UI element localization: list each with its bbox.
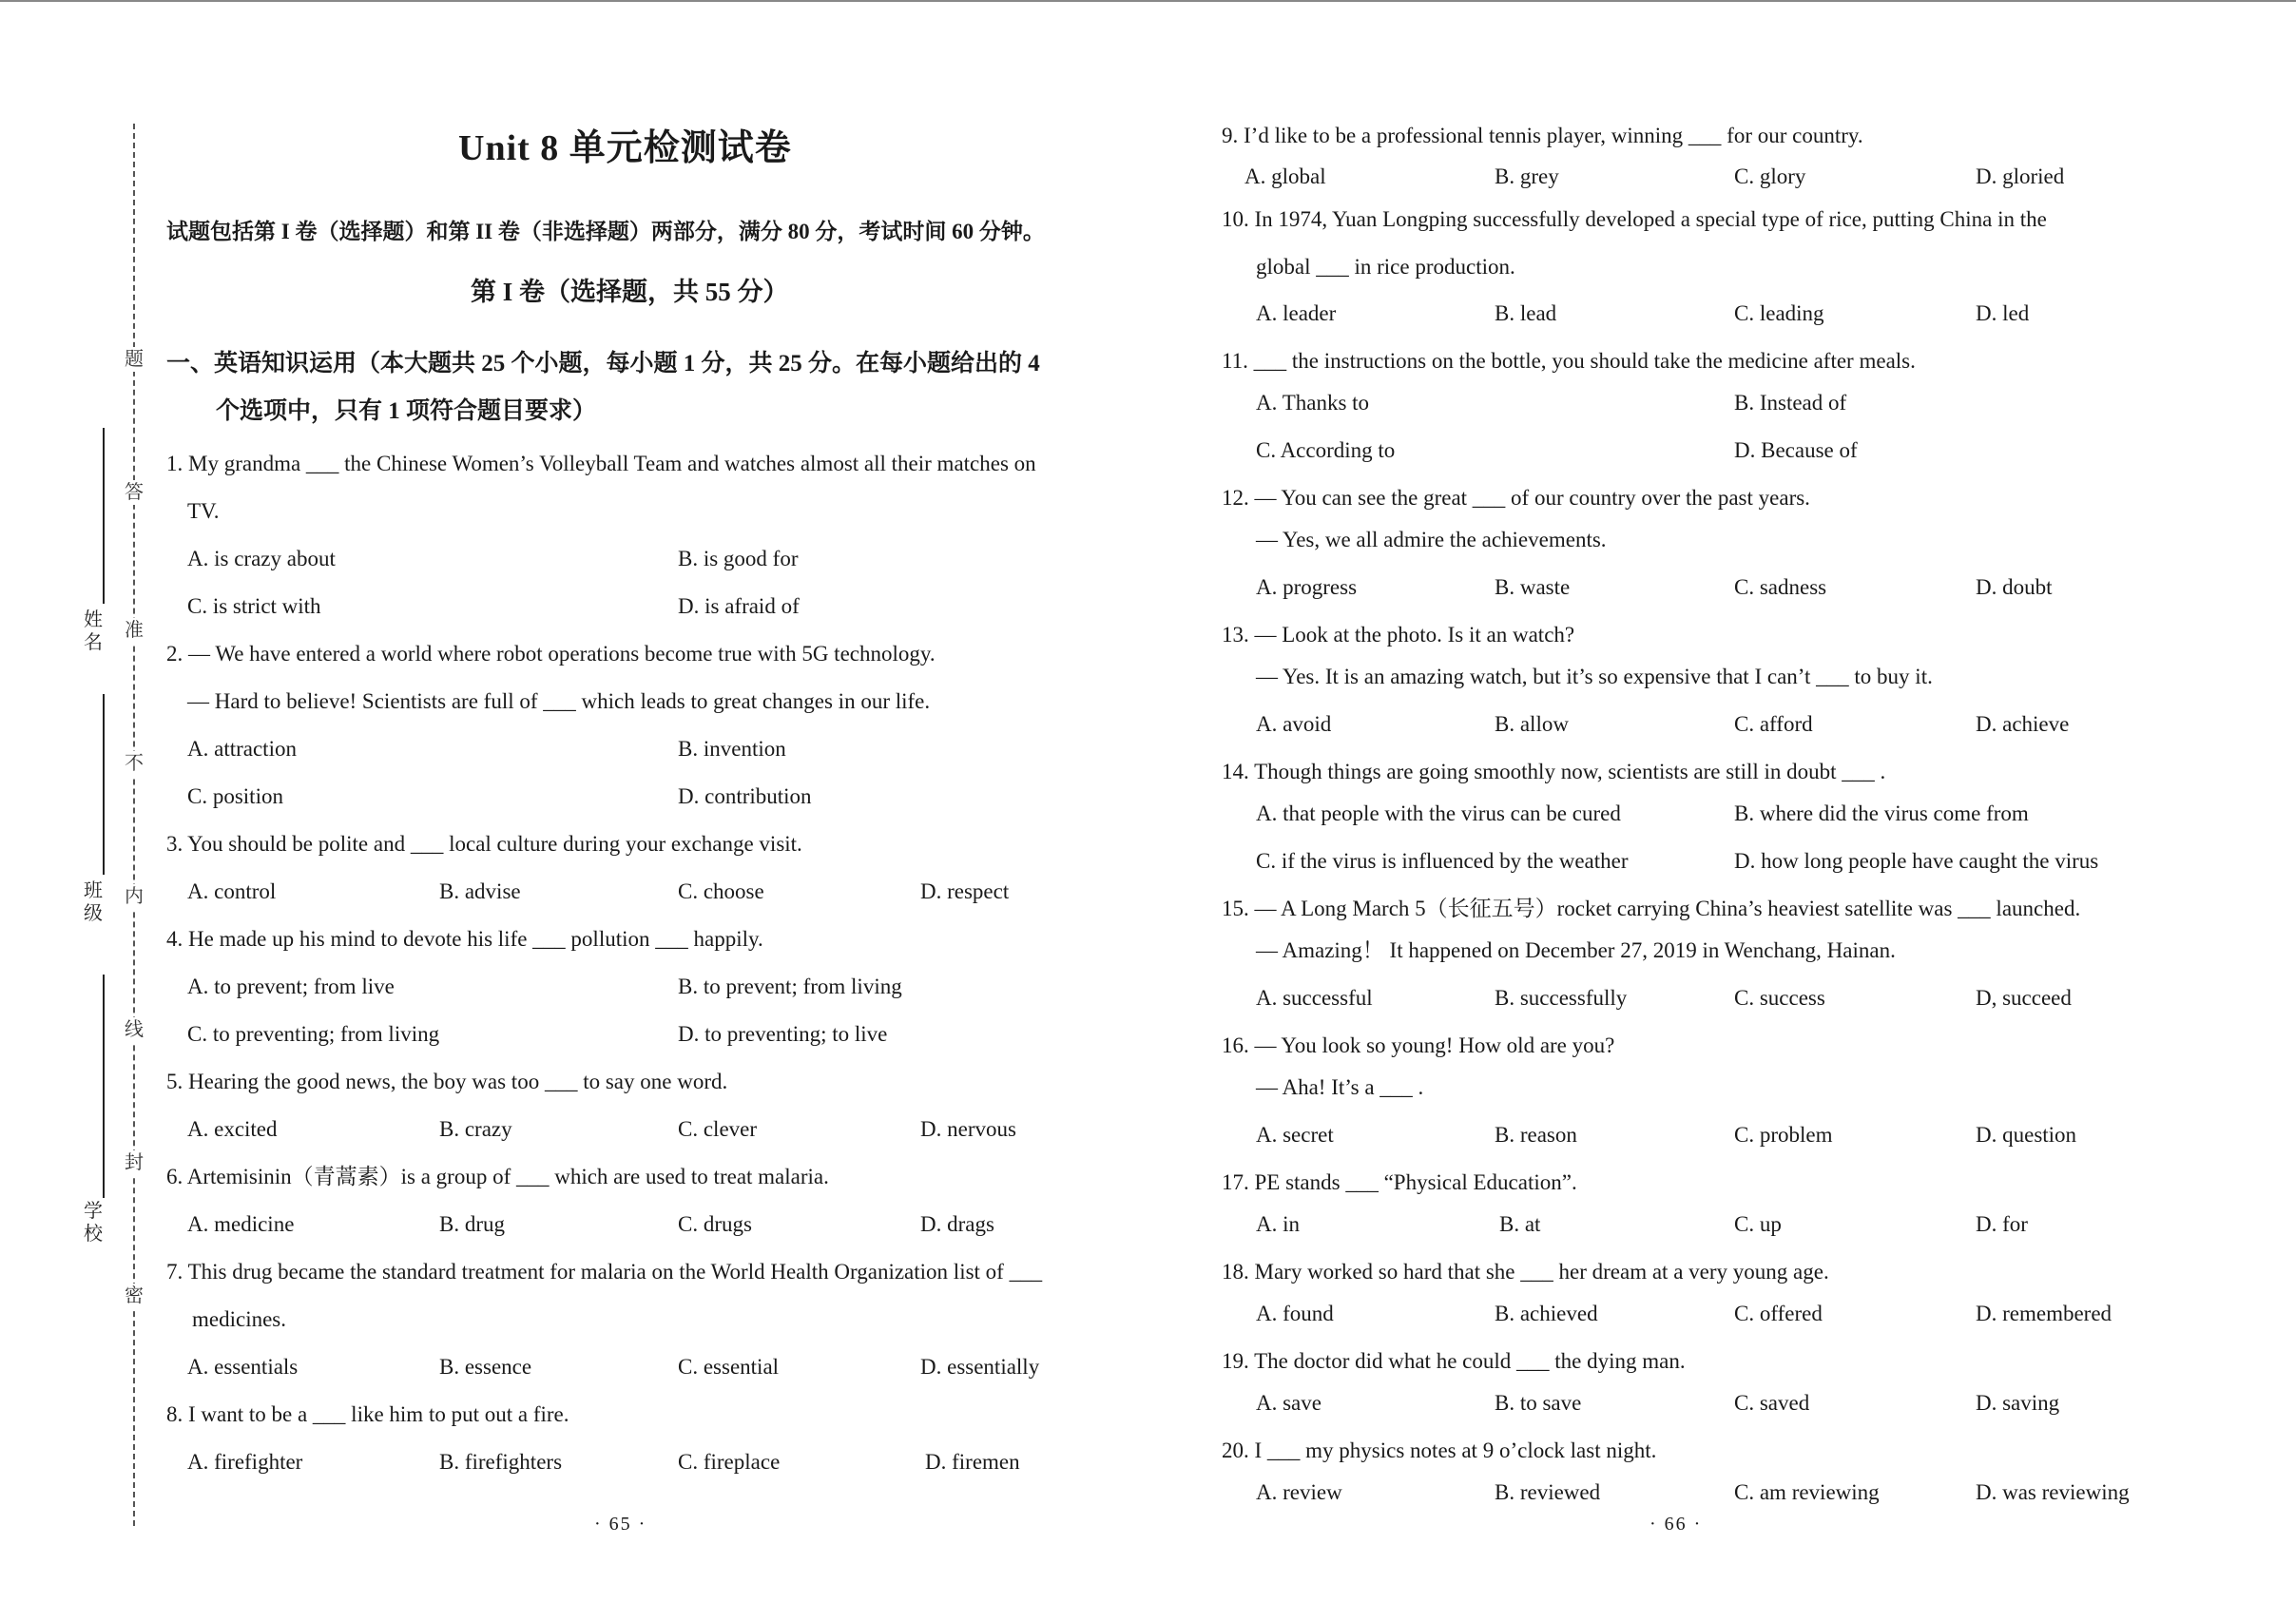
option-c[interactable]: C. position — [187, 784, 283, 808]
question-text: 2. — We have entered a world where robot operations become true with 5G technology. — [166, 642, 936, 666]
option-b[interactable]: B. reviewed — [1495, 1480, 1601, 1504]
question-text: 12. — You can see the great ___ of our country over the past years. — [1222, 486, 1810, 510]
question-stem: 4. He made up his mind to devote his life ___ pollution ___ happily. — [166, 927, 763, 951]
question-stem: 8. I want to be a ___ like him to put out a fire. — [166, 1402, 569, 1426]
question-text: 7. This drug became the standard treatment for malaria on the World Health Organization list of ___ — [166, 1260, 1043, 1284]
option-c[interactable]: C. up — [1734, 1212, 1782, 1236]
option-d[interactable]: D, succeed — [1976, 986, 2072, 1010]
question-stem — [1222, 1027, 1614, 1107]
option-d[interactable]: D. how long people have caught the virus — [1734, 849, 2099, 873]
option-c[interactable]: C. sadness — [1734, 575, 1827, 599]
question-stem — [1222, 616, 1933, 696]
option-a[interactable]: A. firefighter — [187, 1450, 303, 1474]
question-text-cont: — Aha! It’s a ___ . — [1256, 1075, 1424, 1099]
section-title — [166, 340, 1098, 435]
school-field-rule — [103, 975, 105, 1198]
question-text: 16. — You look so young! How old are you? — [1222, 1033, 1615, 1057]
option-b[interactable]: B. advise — [439, 879, 521, 903]
option-c[interactable]: C. According to — [1256, 438, 1396, 462]
option-b[interactable]: B. invention — [678, 737, 786, 761]
option-a[interactable]: A. control — [187, 879, 277, 903]
class-field-rule — [103, 694, 105, 875]
top-border — [0, 0, 2296, 2]
question-stem: 17. PE stands ___ “Physical Education”. — [1222, 1170, 1577, 1194]
option-a[interactable]: A. Thanks to — [1256, 391, 1370, 415]
page-number: · 65 · — [594, 1514, 647, 1535]
option-b[interactable]: B. successfully — [1495, 986, 1628, 1010]
option-c[interactable]: C. success — [1734, 986, 1825, 1010]
option-a[interactable]: A. secret — [1256, 1123, 1334, 1147]
page-number: · 66 · — [1650, 1514, 1703, 1535]
question-text-cont: global ___ in rice production. — [1256, 255, 1515, 279]
option-d[interactable]: D. to preventing; to live — [678, 1022, 888, 1046]
question-stem — [1222, 890, 2080, 970]
option-b[interactable]: B. to save — [1495, 1391, 1582, 1415]
question-stem: 19. The doctor did what he could ___ the dying man. — [1222, 1349, 1686, 1373]
question-stem: 9. I’d like to be a professional tennis player, winning ___ for our country. — [1222, 124, 1863, 147]
option-b[interactable]: B. drug — [439, 1212, 505, 1236]
option-a[interactable]: A. global — [1244, 164, 1326, 188]
option-c[interactable]: C. leading — [1734, 301, 1824, 325]
option-d[interactable]: D. saving — [1976, 1391, 2060, 1415]
question-stem: 20. I ___ my physics notes at 9 o’clock last night. — [1222, 1439, 1657, 1462]
option-c[interactable]: C. to preventing; from living — [187, 1022, 440, 1046]
class-field-label: 班级 — [84, 880, 103, 924]
option-a[interactable]: A. excited — [187, 1117, 278, 1141]
option-b[interactable]: B. crazy — [439, 1117, 512, 1141]
option-a[interactable]: A. medicine — [187, 1212, 295, 1236]
option-a[interactable]: A. is crazy about — [187, 547, 336, 570]
question-stem: 14. Though things are going smoothly now, scientists are still in doubt ___ . — [1222, 760, 1886, 783]
option-a[interactable]: A. attraction — [187, 737, 297, 761]
question-text-cont: — Amazing！ It happened on December 27, 2019 in Wenchang, Hainan. — [1256, 938, 1896, 962]
section-title-line1: 一、英语知识运用（本大题共 25 个小题，每小题 1 分，共 25 分。在每小题给出的 4 — [166, 351, 1040, 377]
option-d[interactable]: D. remembered — [1976, 1302, 2113, 1325]
option-a[interactable]: A. found — [1256, 1302, 1334, 1325]
section-title-line2: 个选项中，只有 1 项符合题目要求） — [216, 398, 597, 424]
question-stem: 5. Hearing the good news, the boy was too ___ to say one word. — [166, 1070, 728, 1093]
question-text-cont: — Hard to believe! Scientists are full of ___ which leads to great changes in our life. — [187, 689, 931, 713]
question-stem — [166, 445, 1036, 531]
option-c[interactable]: C. fireplace — [678, 1450, 781, 1474]
option-d[interactable]: D. was reviewing — [1976, 1480, 2130, 1504]
question-text-cont: — Yes, we all admire the achievements. — [1256, 528, 1607, 551]
name-field-label: 姓名 — [84, 609, 103, 653]
option-d[interactable]: D. respect — [920, 879, 1010, 903]
option-a[interactable]: A. avoid — [1256, 712, 1332, 736]
question-text-cont: — Yes. It is an amazing watch, but it’s so expensive that I can’t ___ to buy it. — [1256, 665, 1933, 688]
option-b[interactable]: B. is good for — [678, 547, 799, 570]
option-b[interactable]: B. grey — [1495, 164, 1559, 188]
option-d[interactable]: D. led — [1976, 301, 2030, 325]
school-field-label: 学校 — [84, 1201, 103, 1245]
option-c[interactable]: C. glory — [1734, 164, 1806, 188]
question-stem — [166, 635, 936, 721]
part-title: 第 I 卷（选择题，共 55 分） — [471, 278, 789, 306]
option-c[interactable]: C. is strict with — [187, 594, 321, 618]
option-b[interactable]: B. where did the virus come from — [1734, 801, 2029, 825]
option-c[interactable]: C. saved — [1734, 1391, 1810, 1415]
question-text: 1. My grandma ___ the Chinese Women’s Volleyball Team and watches almost all their matches on — [166, 452, 1036, 475]
option-a[interactable]: A. review — [1256, 1480, 1342, 1504]
option-c[interactable]: C. clever — [678, 1117, 758, 1141]
option-d[interactable]: D. for — [1976, 1212, 2028, 1236]
question-stem: 6. Artemisinin（青蒿素）is a group of ___ which are used to treat malaria. — [166, 1165, 829, 1188]
option-d[interactable]: D. contribution — [678, 784, 812, 808]
seal-char: 封 — [122, 1150, 146, 1175]
option-a[interactable]: A. to prevent; from live — [187, 975, 395, 998]
option-c[interactable]: C. if the virus is influenced by the weather — [1256, 849, 1629, 873]
question-text: 10. In 1974, Yuan Longping successfully developed a special type of rice, putting China in the — [1222, 207, 2047, 231]
name-field-rule — [103, 428, 105, 604]
option-b[interactable]: B. waste — [1495, 575, 1571, 599]
option-b[interactable]: B. achieved — [1495, 1302, 1598, 1325]
question-text: 13. — Look at the photo. Is it an watch? — [1222, 623, 1575, 647]
option-c[interactable]: C. afford — [1734, 712, 1813, 736]
option-d[interactable]: D. question — [1976, 1123, 2077, 1147]
seal-char: 内 — [122, 884, 146, 909]
seal-char: 题 — [122, 347, 146, 372]
question-stem: 11. ___ the instructions on the bottle, you should take the medicine after meals. — [1222, 349, 1916, 373]
option-a[interactable]: A. successful — [1256, 986, 1373, 1010]
option-b[interactable]: B. to prevent; from living — [678, 975, 902, 998]
option-d[interactable]: D. doubt — [1976, 575, 2053, 599]
option-b[interactable]: B. lead — [1495, 301, 1557, 325]
option-c[interactable]: C. choose — [678, 879, 764, 903]
option-b[interactable]: B. at — [1499, 1212, 1541, 1236]
seal-char: 不 — [122, 751, 146, 776]
question-stem: 3. You should be polite and ___ local culture during your exchange visit. — [166, 832, 802, 856]
question-stem — [166, 1253, 1042, 1339]
question-text-cont: TV. — [187, 499, 220, 523]
option-c[interactable]: C. drugs — [678, 1212, 752, 1236]
option-d[interactable]: D. gloried — [1976, 164, 2065, 188]
question-text: 15. — A Long March 5（长征五号）rocket carrying China’s heaviest satellite was ___ launched. — [1222, 897, 2081, 920]
option-b[interactable]: B. reason — [1495, 1123, 1577, 1147]
question-stem — [1222, 479, 1810, 559]
seal-char: 准 — [122, 618, 146, 643]
option-d[interactable]: D. nervous — [920, 1117, 1016, 1141]
option-d[interactable]: D. achieve — [1976, 712, 2070, 736]
option-a[interactable]: A. essentials — [187, 1355, 299, 1379]
option-d[interactable]: D. is afraid of — [678, 594, 800, 618]
question-stem — [1222, 201, 2047, 286]
option-d[interactable]: D. drags — [920, 1212, 994, 1236]
option-d[interactable]: D. essentially — [920, 1355, 1040, 1379]
option-a[interactable]: A. leader — [1256, 301, 1337, 325]
option-c[interactable]: C. am reviewing — [1734, 1480, 1880, 1504]
exam-intro: 试题包括第 I 卷（选择题）和第 II 卷（非选择题）两部分，满分 80 分，考试时间 60 分钟。 — [166, 220, 1045, 243]
seal-char: 线 — [122, 1017, 146, 1042]
option-d[interactable]: D. firemen — [925, 1450, 1020, 1474]
option-c[interactable]: C. essential — [678, 1355, 780, 1379]
option-a[interactable]: A. progress — [1256, 575, 1358, 599]
option-a[interactable]: A. in — [1256, 1212, 1300, 1236]
option-d[interactable]: D. Because of — [1734, 438, 1858, 462]
option-a[interactable]: A. save — [1256, 1391, 1322, 1415]
option-b[interactable]: B. essence — [439, 1355, 532, 1379]
page-title: Unit 8 单元检测试卷 — [458, 128, 792, 168]
question-stem: 18. Mary worked so hard that she ___ her dream at a very young age. — [1222, 1260, 1829, 1284]
option-b[interactable]: B. allow — [1495, 712, 1569, 736]
option-b[interactable]: B. Instead of — [1734, 391, 1847, 415]
option-c[interactable]: C. offered — [1734, 1302, 1823, 1325]
option-b[interactable]: B. firefighters — [439, 1450, 563, 1474]
question-text-cont: medicines. — [192, 1307, 286, 1331]
option-c[interactable]: C. problem — [1734, 1123, 1833, 1147]
option-a[interactable]: A. that people with the virus can be cured — [1256, 801, 1621, 825]
seal-char: 密 — [122, 1284, 146, 1308]
seal-line — [133, 124, 135, 1526]
seal-char: 答 — [122, 480, 146, 505]
